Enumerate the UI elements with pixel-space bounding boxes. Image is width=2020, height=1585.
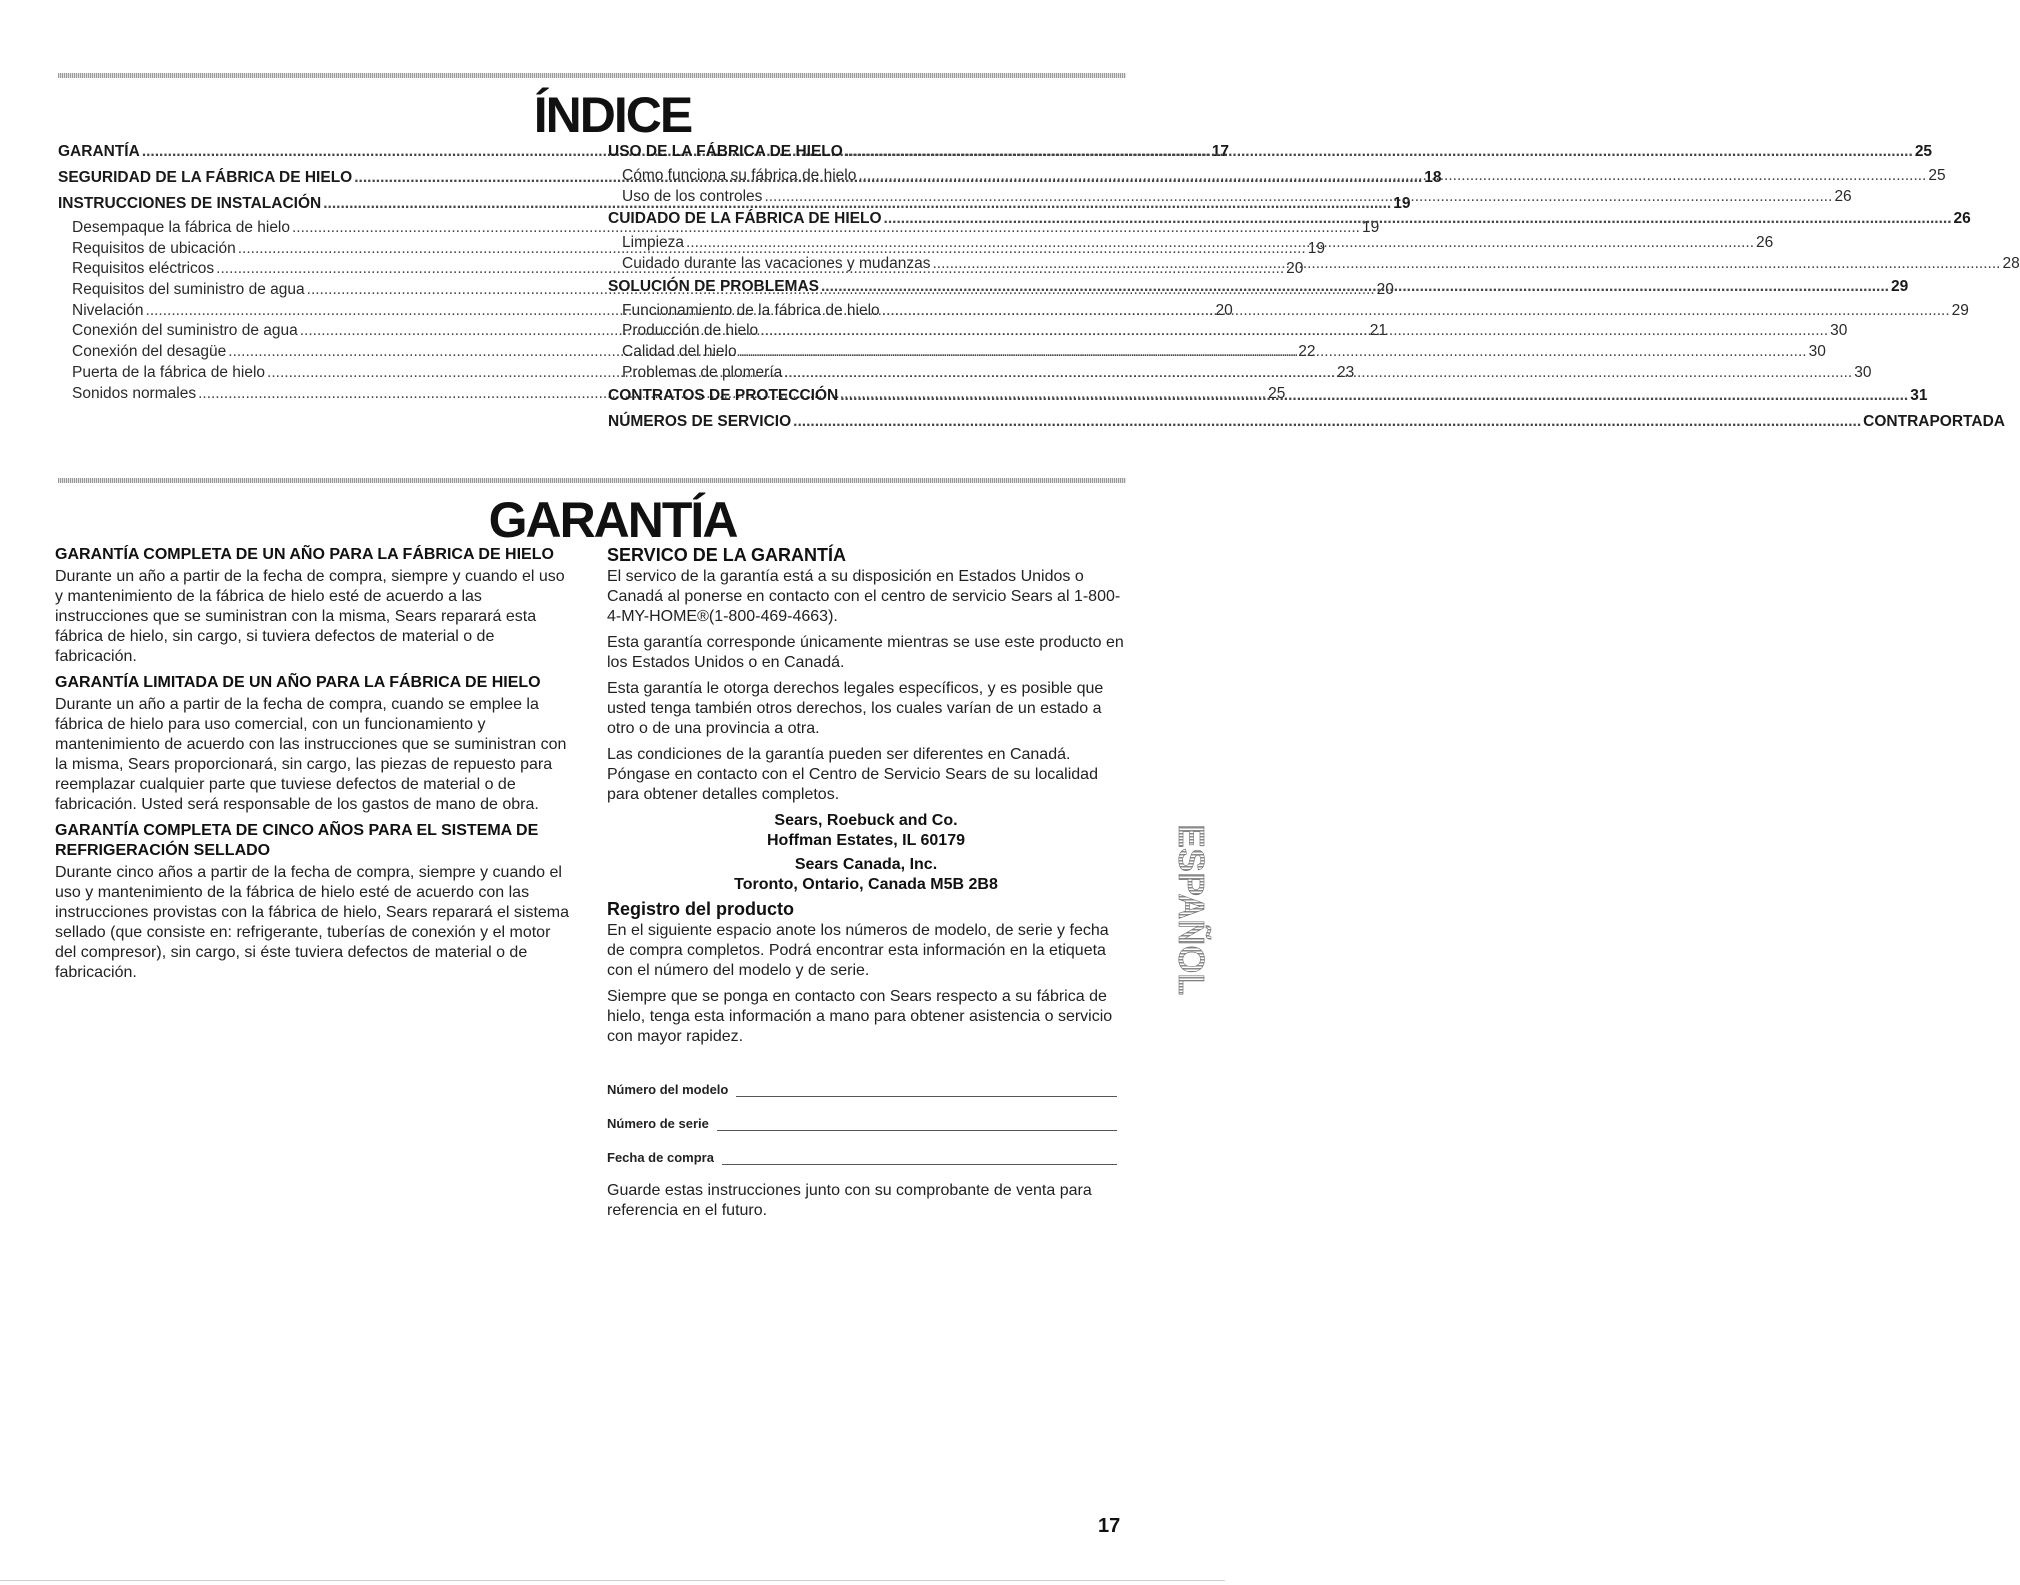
toc-leader-dots (686, 234, 1754, 252)
toc-entry-page: 25 (1928, 167, 1946, 184)
model-number-line[interactable] (736, 1084, 1117, 1097)
warranty-right-column (607, 545, 1125, 1227)
toc-entry-label: GARANTÍA (58, 143, 140, 160)
toc-entry-page: 21 (1369, 322, 1387, 340)
toc-entry-page: 31 (1910, 386, 1928, 404)
registration-paragraph-1: En el siguiente espacio anote los números de modelo, de serie y fecha de compra completos. Podrá encontrar esta información en la etiqueta con el número del modelo y de serie. (607, 922, 1109, 979)
warranty-left-column (55, 545, 570, 989)
sears-canada-address (607, 855, 1125, 895)
side-tab-label: ESPAÑOL (1171, 824, 1212, 996)
toc-entry-label: Sonidos normales (72, 384, 197, 402)
toc-entry-page: 30 (1808, 343, 1826, 361)
purchase-date-field[interactable] (607, 1147, 1117, 1165)
purchase-date-label: Fecha de compra (607, 1150, 714, 1165)
top-rule (58, 73, 1126, 78)
toc-leader-dots (845, 143, 1913, 161)
toc-entry-page: 23 (1337, 363, 1355, 381)
serial-number-line[interactable] (717, 1118, 1117, 1131)
toc-entry-page: 29 (1951, 301, 1969, 319)
toc-entry-label: Cuidado durante las vacaciones y mudanzas (622, 255, 931, 273)
toc-leader-dots (821, 278, 1889, 296)
sears-canada-name: Sears Canada, Inc. (794, 856, 938, 873)
toc-entry-label: Nivelación (72, 301, 144, 319)
toc-entry-label: SEGURIDAD DE LA FÁBRICA DE HIELO (58, 169, 353, 186)
toc-entry-label: Requisitos del suministro de agua (72, 281, 305, 299)
toc-entry-page: 19 (1393, 195, 1411, 212)
toc-entry-label: Uso de los controles (622, 187, 763, 205)
toc-leader-dots (739, 343, 1807, 361)
toc-entry-page: 26 (1834, 187, 1852, 205)
page-number: 17 (1098, 1515, 1121, 1537)
toc-leader-dots (882, 302, 1950, 320)
toc-entry-label: Producción de hielo (622, 322, 759, 340)
toc-leader-dots (793, 413, 1861, 431)
toc-entry-page: 17 (1211, 143, 1230, 160)
index-title: ÍNDICE (533, 87, 692, 143)
serial-number-label: Número de serie (607, 1116, 709, 1131)
toc-entry-label: Requisitos de ubicación (72, 239, 236, 257)
warranty-title: GARANTÍA (488, 492, 737, 548)
toc-entry-label: CUIDADO DE LA FÁBRICA DE HIELO (608, 210, 882, 228)
toc-entry-page: 18 (1424, 169, 1442, 186)
toc-entry-label: Conexión del suministro de agua (72, 322, 298, 340)
toc-entry-page: 30 (1854, 363, 1872, 381)
toc-entry-page: 29 (1890, 277, 1909, 295)
sears-us-name: Sears, Roebuck and Co. (774, 812, 958, 829)
warranty-heading-limited-one-year: GARANTÍA LIMITADA DE UN AÑO PARA LA FÁBRICA DE HIELO (55, 674, 541, 691)
bottom-edge (0, 1580, 1225, 1581)
toc-entry[interactable] (608, 412, 2005, 437)
service-paragraph-3: Esta garantía le otorga derechos legales específicos, y es posible que usted tenga también otros derechos, los cuales varían de un estado a otro o de una provincia a otra. (607, 680, 1104, 737)
warranty-text-five-year-sealed: Durante cinco años a partir de la fecha de compra, siempre y cuando el uso y mantenimiento de la fábrica de hielo esté de acuerdo con las instrucciones provistas con la fábrica de hielo, Sears reparará el sistema sellado (que consiste en: refrigerante, tuberías de conexión y el motor del compresor), sin cargo, si éste tuviera defectos de material o de fabricación. (55, 864, 570, 981)
toc-entry-page: CONTRAPORTADA (1863, 412, 2005, 430)
service-paragraph-4: Las condiciones de la garantía pueden ser diferentes en Canadá. Póngase en contacto con el Centro de Servicio Sears de su localidad para obtener detalles completos. (607, 746, 1098, 803)
toc-entry-label: Problemas de plomería (622, 363, 783, 381)
toc-entry-page: 19 (1307, 239, 1325, 257)
toc-entry-label: Conexión del desagüe (72, 343, 227, 361)
toc-leader-dots (784, 364, 1852, 382)
toc-entry-page: 22 (1298, 343, 1316, 361)
toc-leader-dots (764, 188, 1832, 206)
espanol-side-tab (1150, 820, 1212, 1060)
toc-entry-label: Requisitos eléctricos (72, 260, 215, 278)
warranty-heading-five-year-sealed: GARANTÍA COMPLETA DE CINCO AÑOS PARA EL SISTEMA DE REFRIGERACIÓN SELLADO (55, 822, 539, 859)
warranty-text-full-one-year: Durante un año a partir de la fecha de compra, siempre y cuando el uso y mantenimiento de la fábrica de hielo esté de acuerdo a las instrucciones que se suministran con la misma, Sears reparará esta fábrica de hielo, sin cargo, si tuviera defectos de material o de fabricación. (55, 568, 565, 665)
toc-leader-dots (858, 167, 1926, 185)
sears-canada-city: Toronto, Ontario, Canada M5B 2B8 (734, 876, 998, 893)
serial-number-field[interactable] (607, 1113, 1117, 1131)
toc-entry-label: Funcionamiento de la fábrica de hielo (622, 301, 880, 319)
toc-entry-label: CONTRATOS DE PROTECCIÓN (608, 386, 839, 404)
toc-entry-page: 19 (1362, 219, 1380, 236)
toc-leader-dots (932, 255, 2000, 273)
service-heading: SERVICO DE LA GARANTÍA (607, 545, 847, 565)
toc-entry-label: Puerta de la fábrica de hielo (72, 363, 266, 381)
warranty-text-limited-one-year: Durante un año a partir de la fecha de compra, cuando se emplee la fábrica de hielo para uso comercial, con un funcionamiento y mantenimiento de acuerdo con las instrucciones que se suministran con la misma, Sears proporcionará, sin cargo, las piezas de repuesto para reemplazar cualquier parte que tuviese defectos de material o de fabricación. Usted será responsable de los gastos de mano de obra. (55, 696, 567, 813)
toc-entry-page: 26 (1953, 210, 1971, 228)
toc-leader-dots (760, 322, 1828, 340)
toc-entry-label: INSTRUCCIONES DE INSTALACIÓN (58, 195, 322, 212)
sears-us-city: Hoffman Estates, IL 60179 (766, 832, 965, 849)
registration-paragraph-3: Guarde estas instrucciones junto con su comprobante de venta para referencia en el futuro. (607, 1182, 1092, 1219)
toc-entry-page: 20 (1286, 260, 1304, 278)
registration-heading: Registro del producto (607, 899, 795, 919)
sears-us-address (607, 811, 1125, 851)
model-number-label: Número del modelo (607, 1082, 729, 1097)
warranty-heading-full-one-year: GARANTÍA COMPLETA DE UN AÑO PARA LA FÁBRICA DE HIELO (55, 546, 554, 563)
toc-entry-page: 20 (1376, 281, 1394, 299)
toc-entry-label: Limpieza (622, 234, 685, 252)
purchase-date-line[interactable] (722, 1152, 1117, 1165)
toc-entry-label: USO DE LA FÁBRICA DE HIELO (608, 143, 843, 160)
toc-entry-label: Calidad del hielo (622, 343, 737, 361)
toc-leader-dots (840, 384, 1908, 405)
registration-paragraph-2: Siempre que se ponga en contacto con Sears respecto a su fábrica de hielo, tenga esta información a mano para obtener asistencia o servicio con mayor rapidez. (607, 988, 1113, 1045)
toc-entry-page: 26 (1756, 234, 1774, 252)
service-paragraph-1: El servico de la garantía está a su disposición en Estados Unidos o Canadá al ponerse en contacto con el centro de servicio Sears al 1-800-4-MY-HOME®(1-800-469-4663). (607, 568, 1121, 625)
service-paragraph-2: Esta garantía corresponde únicamente mientras se use este producto en los Estados Unidos o en Canadá. (607, 634, 1124, 671)
registration-fields (607, 1079, 1117, 1165)
toc-leader-dots (884, 210, 1952, 228)
toc-entry-page: 20 (1215, 301, 1233, 319)
model-number-field[interactable] (607, 1079, 1117, 1097)
toc-entry-label: Desempaque la fábrica de hielo (72, 219, 290, 236)
toc-entry-page: 30 (1830, 322, 1848, 340)
toc-entry-label: Cómo funciona su fábrica de hielo (622, 167, 857, 184)
toc-entry-page: 25 (1914, 143, 1933, 160)
toc-entry-label: SOLUCIÓN DE PROBLEMAS (608, 277, 819, 295)
middle-rule (58, 478, 1126, 483)
toc-entry-page: 28 (2002, 255, 2020, 273)
toc-entry-page: 25 (1268, 384, 1286, 402)
toc-entry-label: NÚMEROS DE SERVICIO (608, 412, 792, 430)
